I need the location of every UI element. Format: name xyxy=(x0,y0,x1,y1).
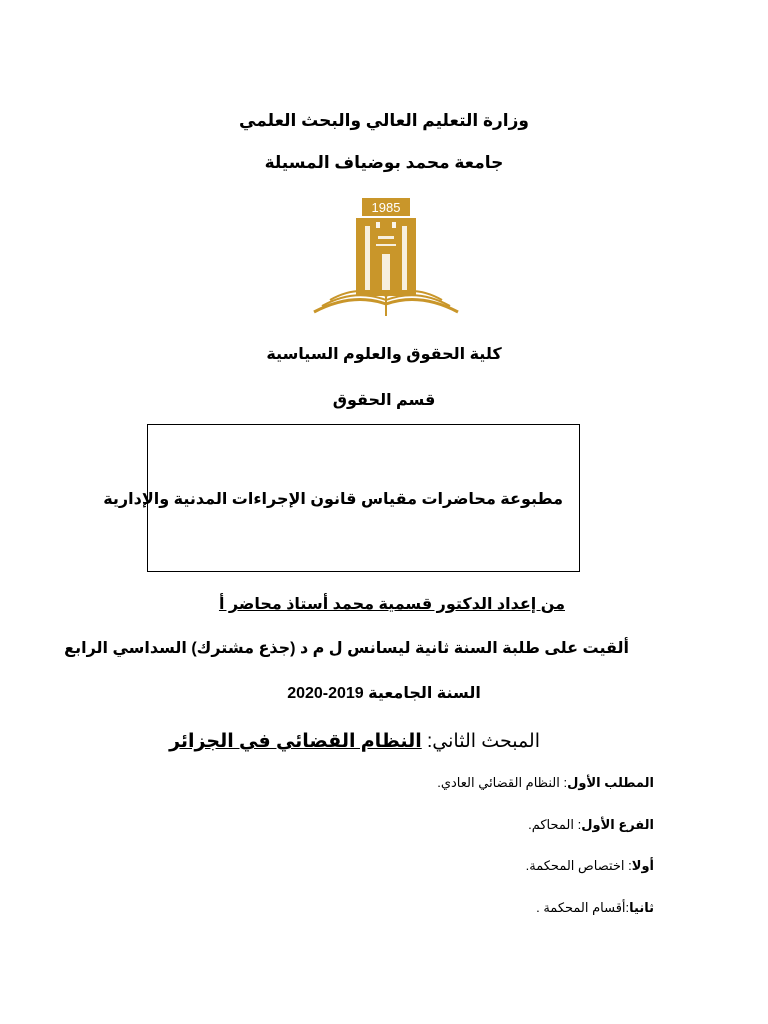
outline-separator: : xyxy=(625,900,630,915)
document-title: مطبوعة محاضرات مقياس قانون الإجراءات المدنية والإدارية xyxy=(103,491,563,508)
outline-label: ثانيا xyxy=(629,900,654,915)
logo-year: 1985 xyxy=(371,200,401,215)
outline-separator: : xyxy=(559,775,568,790)
outline-item xyxy=(528,817,654,833)
academic-year-value: 2020-2019 xyxy=(287,685,364,702)
academic-year-line xyxy=(0,683,768,703)
outline-label: أولا xyxy=(631,858,654,873)
title-box xyxy=(103,424,580,572)
section-title: النظام القضائي في الجزائر xyxy=(169,731,422,752)
outline-text: المحاكم. xyxy=(528,817,574,832)
outline-separator: : xyxy=(624,858,632,873)
faculty-name: كلية الحقوق والعلوم السياسية xyxy=(266,346,502,363)
outline-label: المطلب الأول xyxy=(567,775,654,790)
outline-text: اختصاص المحكمة. xyxy=(525,858,625,873)
outline-item xyxy=(437,775,654,791)
section-prefix: المبحث الثاني: xyxy=(421,731,540,752)
outline-item xyxy=(526,858,654,874)
outline-label: الفرع الأول xyxy=(581,817,654,832)
university-name: جامعة محمد بوضياف المسيلة xyxy=(264,153,504,172)
outline-text: أقسام المحكمة . xyxy=(536,900,626,915)
section-heading xyxy=(169,730,540,753)
outline-text: النظام القضائي العادي. xyxy=(437,775,560,790)
outline-separator: : xyxy=(573,817,582,832)
department-name: قسم الحقوق xyxy=(332,392,436,409)
audience-line: ألقيت على طلبة السنة ثانية ليسانس ل م د (جذع مشترك) السداسي الرابع xyxy=(64,640,629,657)
outline-item xyxy=(536,900,654,916)
author-line: من إعداد الدكتور قسمية محمد أستاذ محاضر أ xyxy=(218,596,565,613)
university-logo-icon xyxy=(312,196,460,320)
ministry-name: وزارة التعليم العالي والبحث العلمي xyxy=(239,111,529,130)
academic-year-label: السنة الجامعية xyxy=(368,685,481,702)
